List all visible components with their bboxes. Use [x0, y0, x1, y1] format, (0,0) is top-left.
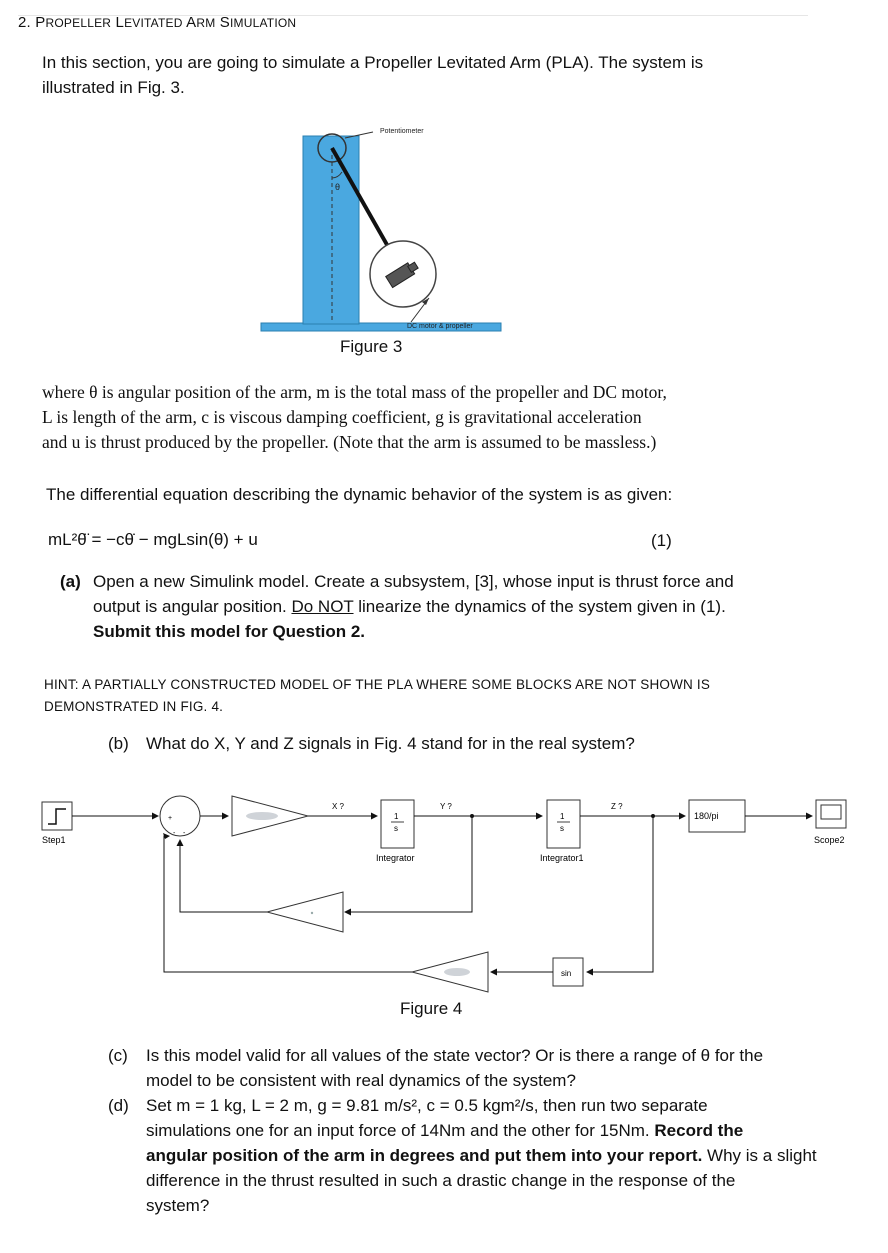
- sum-sign-minus-1: -: [173, 830, 176, 837]
- sin-label: sin: [561, 969, 572, 978]
- integrator1-den: s: [560, 824, 564, 833]
- part-d-line-2-pre: simulations one for an input force of 14Nm and the other for 15Nm.: [146, 1121, 655, 1140]
- motor-label: DC motor & propeller: [407, 323, 473, 330]
- section-heading: [18, 14, 296, 31]
- blurred-gravity-value: [444, 968, 470, 976]
- hidden-damping-gain-block: [267, 892, 343, 932]
- heading-letter: A: [186, 14, 197, 31]
- scope-label: Scope2: [814, 835, 845, 845]
- equation: mL²θ̈ = −cθ̇ − mgLsin(θ) + u: [48, 530, 258, 549]
- diffeq-intro: The differential equation describing the dynamic behavior of the system is as given:: [46, 485, 673, 504]
- heading-word: ROPELLER: [45, 16, 112, 30]
- wire-z-sin: [587, 816, 653, 972]
- heading-word: RM: [196, 16, 216, 30]
- integrator-den: s: [394, 824, 398, 833]
- part-b-label: (b): [108, 734, 129, 753]
- part-c-line-1: Is this model valid for all values of the state vector? Or is there a range of θ for the: [146, 1046, 764, 1065]
- support-column: [303, 136, 359, 324]
- integrator-label: Integrator: [376, 853, 415, 863]
- where-line-1: where θ is angular position of the arm, m is the total mass of the propeller and DC motor,: [42, 382, 667, 402]
- x-signal-label: X ?: [332, 802, 345, 811]
- part-a-label: (a): [60, 572, 81, 591]
- intro-line-2: illustrated in Fig. 3.: [42, 78, 185, 97]
- part-d-line-3-post: Why is a slight: [702, 1146, 817, 1165]
- hint-line-1: HINT: A PARTIALLY CONSTRUCTED MODEL OF THE PLA WHERE SOME BLOCKS ARE NOT SHOWN IS: [44, 677, 711, 692]
- y-signal-label: Y ?: [440, 802, 452, 811]
- part-a-line-2: [93, 594, 726, 619]
- heading-word: EVITATED: [124, 16, 183, 30]
- part-d-line-3-bold: angular position of the arm in degrees and put them into your report.: [146, 1146, 703, 1165]
- part-a-line-2-pre: output is angular position.: [93, 597, 292, 616]
- heading-letter: L: [115, 14, 125, 31]
- equation-number: (1): [651, 531, 672, 550]
- integrator-num: 1: [394, 812, 399, 821]
- part-d-label: (d): [108, 1096, 129, 1115]
- theta-label: θ: [335, 182, 341, 192]
- heading-word: IMULATION: [230, 16, 297, 30]
- blurred-gain-value: [246, 812, 278, 820]
- part-d-line-2: [146, 1118, 743, 1143]
- sum-sign-minus-2: -: [183, 830, 186, 837]
- part-a-line-2-post: linearize the dynamics of the system given in (1).: [353, 597, 726, 616]
- heading-letter: S: [219, 14, 230, 31]
- figure-3-illustration: [255, 120, 515, 335]
- part-b-text: What do X, Y and Z signals in Fig. 4 stand for in the real system?: [146, 734, 635, 753]
- z-signal-label: Z ?: [611, 802, 623, 811]
- part-a-line-3: Submit this model for Question 2.: [93, 622, 366, 641]
- part-a-line-1: Open a new Simulink model. Create a subsystem, [3], whose input is thrust force and: [93, 572, 734, 591]
- do-not-emphasis: Do NOT: [291, 597, 354, 616]
- figure-4-simulink-diagram: [30, 780, 860, 1000]
- scope-icon: [821, 805, 841, 819]
- part-d-line-4: difference in the thrust resulted in such a drastic change in the response of the: [146, 1171, 736, 1190]
- heading-letter: P: [35, 14, 46, 31]
- rad-to-deg-label: 180/pi: [694, 811, 719, 821]
- figure-3-caption: Figure 3: [340, 337, 403, 356]
- part-c-line-2: model to be consistent with real dynamics of the system?: [146, 1071, 576, 1090]
- integrator1-num: 1: [560, 812, 565, 821]
- part-d-line-1: Set m = 1 kg, L = 2 m, g = 9.81 m/s², c = 0.5 kgm²/s, then run two separate: [146, 1096, 708, 1115]
- where-line-2: L is length of the arm, c is viscous damping coefficient, g is gravitational acceleration: [42, 407, 642, 427]
- sum-block: [160, 796, 200, 836]
- part-c-label: (c): [108, 1046, 128, 1065]
- part-d-line-3: [146, 1143, 817, 1168]
- part-d-line-2-bold: Record the: [654, 1121, 744, 1140]
- part-d-line-5: system?: [146, 1196, 210, 1215]
- section-number: 2.: [18, 14, 31, 31]
- intro-line-1: In this section, you are going to simulate a Propeller Levitated Arm (PLA). The system is: [42, 53, 704, 72]
- figure-4-caption: Figure 4: [400, 999, 463, 1018]
- wire-damping-sum: [180, 840, 267, 912]
- sum-sign-plus: +: [168, 815, 173, 822]
- hint-line-2: DEMONSTRATED IN FIG. 4.: [44, 699, 224, 714]
- potentiometer-label: Potentiometer: [380, 128, 424, 135]
- wire-gravity-sum: [164, 836, 412, 972]
- where-line-3: and u is thrust produced by the propeller. (Note that the arm is assumed to be massless.): [42, 432, 657, 452]
- integrator1-label: Integrator1: [540, 853, 584, 863]
- step-label: Step1: [42, 835, 66, 845]
- step-block: [42, 802, 72, 830]
